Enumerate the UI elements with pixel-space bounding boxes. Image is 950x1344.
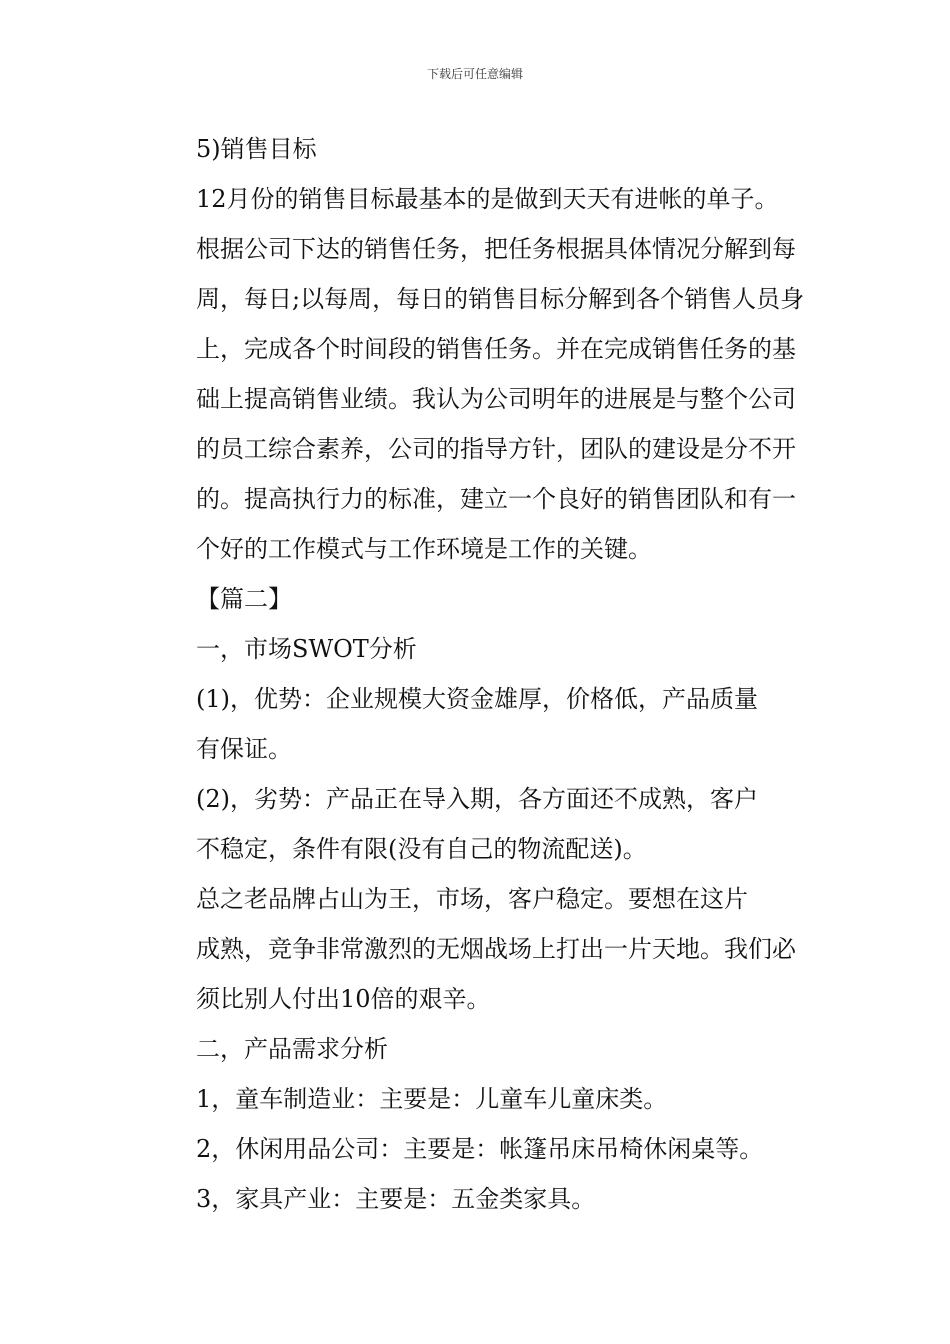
text-line: (2)，劣势：产品正在导入期，各方面还不成熟，客户 [196, 785, 758, 813]
text-line: 有保证。 [196, 735, 292, 763]
paragraph-demand-item-3 [146, 1174, 826, 1224]
text-line: (1)，优势：企业规模大资金雄厚，价格低，产品质量 [196, 685, 758, 713]
paragraph-summary [146, 874, 826, 1024]
text-line: 根据公司下达的销售任务，把任务根据具体情况分解到每 [196, 235, 796, 263]
text-line: 5)销售目标 [196, 135, 317, 163]
paragraph-sales-target-body [146, 174, 826, 574]
text-line: 3，家具产业：主要是：五金类家具。 [196, 1185, 596, 1213]
text-line: 一，市场SWOT分析 [196, 635, 417, 663]
text-line: 个好的工作模式与工作环境是工作的关键。 [196, 535, 652, 563]
paragraph-swot-heading [146, 624, 826, 674]
paragraph-strengths [146, 674, 826, 774]
text-line: 不稳定，条件有限(没有自己的物流配送)。 [196, 835, 647, 863]
text-line: 1，童车制造业：主要是：儿童车儿童床类。 [196, 1085, 668, 1113]
paragraph-weaknesses [146, 774, 826, 874]
text-line: 12月份的销售目标最基本的是做到天天有进帐的单子。 [196, 185, 779, 213]
text-line: 上，完成各个时间段的销售任务。并在完成销售任务的基 [196, 335, 796, 363]
text-line: 总之老品牌占山为王，市场，客户稳定。要想在这片 [196, 885, 748, 913]
text-line: 的员工综合素养，公司的指导方针，团队的建设是分不开 [196, 435, 796, 463]
paragraph-section-title [146, 574, 826, 624]
paragraph-demand-heading [146, 1024, 826, 1074]
text-line: 须比别人付出10倍的艰辛。 [196, 985, 491, 1013]
page-header: 下载后可任意编辑 [426, 67, 523, 81]
text-line: 础上提高销售业绩。我认为公司明年的进展是与整个公司 [196, 385, 796, 413]
text-line: 二，产品需求分析 [196, 1035, 388, 1063]
text-line: 的。提高执行力的标准，建立一个良好的销售团队和有一 [196, 485, 796, 513]
text-line: 成熟，竞争非常激烈的无烟战场上打出一片天地。我们必 [196, 935, 796, 963]
text-line: 2，休闲用品公司：主要是：帐篷吊床吊椅休闲桌等。 [196, 1135, 764, 1163]
paragraph-demand-item-2 [146, 1124, 826, 1174]
text-line: 【篇二】 [196, 585, 292, 613]
text-line: 周，每日;以每周，每日的销售目标分解到各个销售人员身 [196, 285, 805, 313]
document-body [146, 124, 826, 1224]
paragraph-sales-target-heading [146, 124, 826, 174]
paragraph-demand-item-1 [146, 1074, 826, 1124]
